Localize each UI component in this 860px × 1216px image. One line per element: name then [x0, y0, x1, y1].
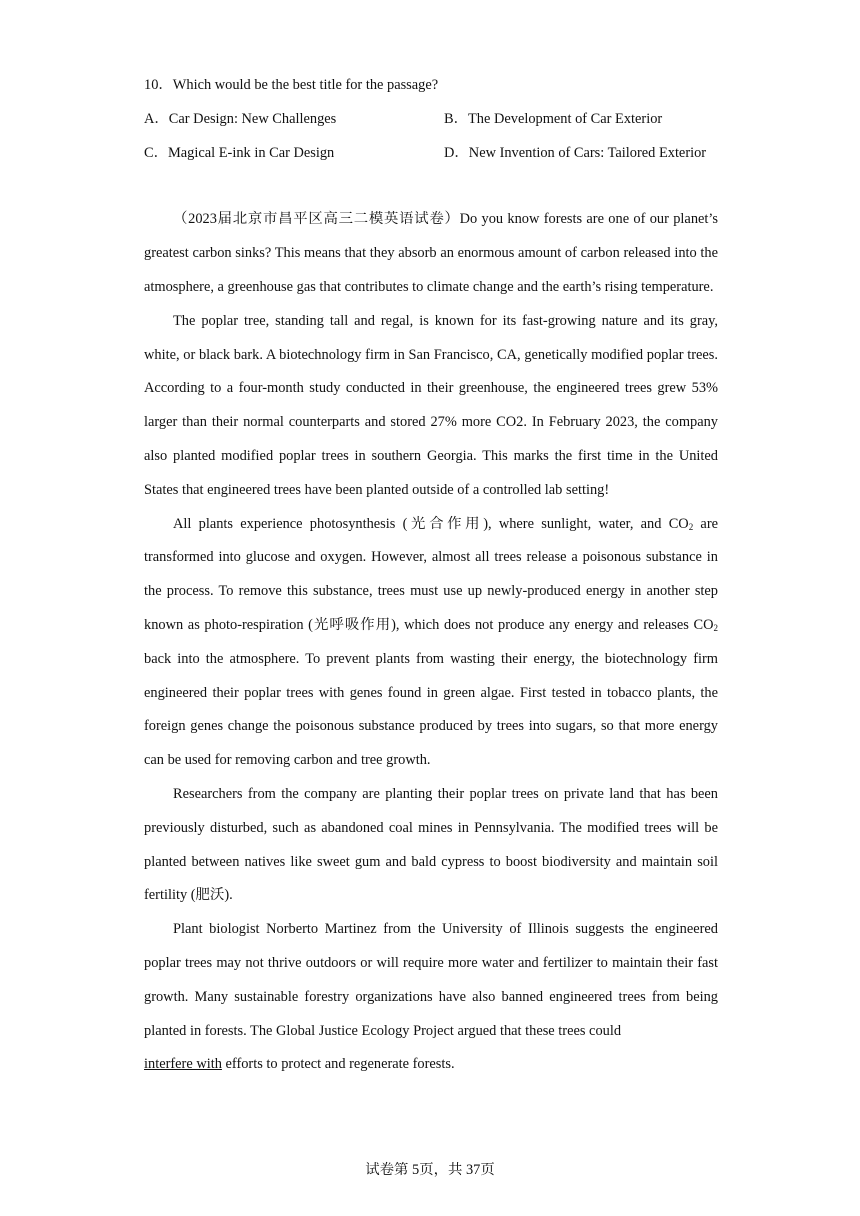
section-gap [144, 170, 718, 203]
passage-paragraph-3 [144, 508, 718, 778]
option-c [144, 137, 444, 171]
question-text: Which would be the best title for the passage? [172, 77, 439, 93]
page-content [144, 69, 718, 1082]
subscript: 2 [713, 622, 718, 633]
option-b [444, 103, 718, 137]
option-letter: B． [444, 110, 468, 127]
paragraph-text: All plants experience photosynthesis (光合作用), where sunlight, water, and CO [173, 515, 689, 532]
option-a [144, 103, 444, 137]
passage-paragraph-1 [144, 203, 718, 304]
paragraph-text: efforts to protect and regenerate forests. [221, 1056, 455, 1073]
option-text: Magical E-ink in Car Design [168, 144, 335, 161]
page-footer: 试卷第 5页，共 37页 [365, 1162, 495, 1178]
passage-source: （2023届北京市昌平区高三二模英语试卷） [173, 211, 460, 228]
subscript: 2 [688, 521, 694, 532]
option-letter: D． [444, 144, 469, 161]
option-letter: A． [144, 110, 169, 127]
question-10 [144, 69, 718, 103]
underlined-phrase: interfere with [144, 1056, 222, 1073]
answer-options [144, 103, 718, 171]
paragraph-text: are transformed into glucose and oxygen. However, almost all trees release a poisonous substance in the process. To remove this substance, trees must use up newly-produced energy in another step known as photo-respiration (光呼吸作用), which does not produce any energy and releases CO [144, 515, 718, 633]
option-text: Car Design: New Challenges [168, 110, 337, 127]
option-text: The Development of Car Exterior [468, 110, 663, 127]
passage-paragraph-6 [144, 1048, 718, 1082]
paragraph-text: Do you know forests are one of our planet’s greatest carbon sinks? This means that they absorb an enormous amount of carbon released into the atmosphere, a greenhouse gas that contributes to climate change and the earth’s rising temperature. [144, 211, 718, 295]
paragraph-text: back into the atmosphere. To prevent plants from wasting their energy, the biotechnology firm engineered their poplar trees with genes found in green algae. First tested in tobacco plants, the foreign genes change the poisonous substance produced by trees into sugars, so that more energy can be used for removing carbon and tree growth. [144, 650, 718, 769]
option-letter: C． [144, 144, 168, 161]
passage-paragraph-5: Plant biologist Norberto Martinez from the University of Illinois suggests the engineered poplar trees may not thrive outdoors or will require more water and fertilizer to maintain their fast growth. Many sustainable forestry organizations have also banned engineered trees from being planted in forests. The Global Justice Ecology Project argued that these trees could [144, 921, 718, 1039]
passage-paragraph-2: The poplar tree, standing tall and regal, is known for its fast-growing nature and its gray, white, or black bark. A biotechnology firm in San Francisco, CA, genetically modified poplar trees. According to a four-month study conducted in their greenhouse, the engineered trees grew 53% larger than their normal counterparts and stored 27% more CO2. In February 2023, the company also planted modified poplar trees in southern Georgia. This marks the first time in the United States that engineered trees have been planted outside of a controlled lab setting! [144, 312, 718, 498]
option-text: New Invention of Cars: Tailored Exterior [468, 144, 707, 161]
option-d [444, 137, 718, 171]
question-number: 10． [144, 77, 173, 93]
passage-paragraph-4: Researchers from the company are planting their poplar trees on private land that has been previously disturbed, such as abandoned coal mines in Pennsylvania. The modified trees will be planted between natives like sweet gum and bald cypress to boost biodiversity and maintain soil fertility (肥沃). [144, 785, 718, 904]
